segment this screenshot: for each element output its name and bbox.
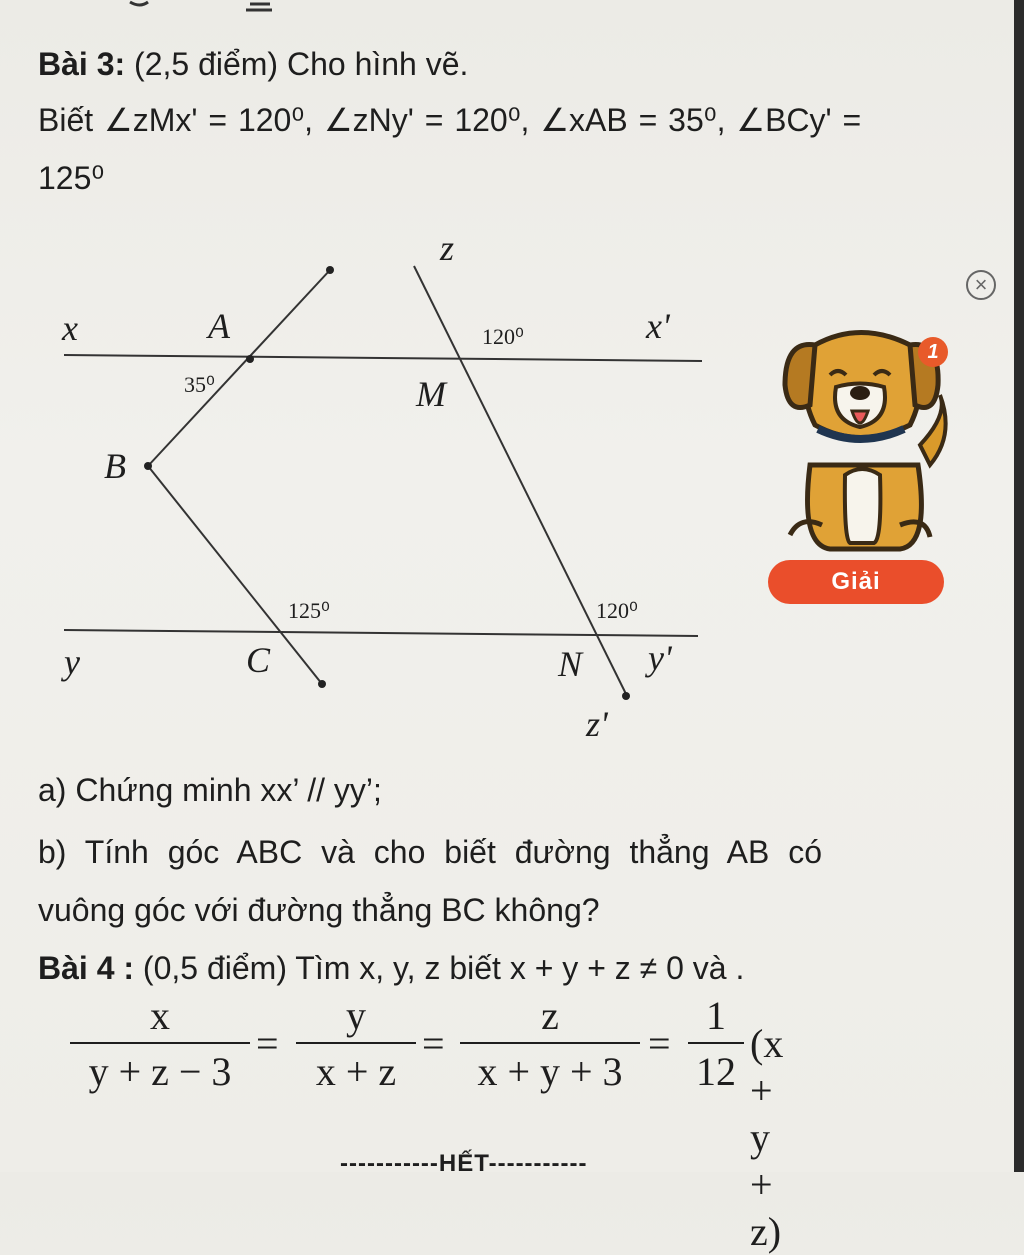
problem3-given-line1: Biết ∠zMx' = 120⁰, ∠zNy' = 120⁰, ∠xAB = 35⁰, ∠BCy' = (38, 102, 862, 138)
fraction-2-denominator: x + z (315, 1049, 397, 1094)
equals-sign-1: = (256, 1021, 279, 1066)
angle-label-xAB: 35⁰ (184, 372, 215, 397)
segment-A-B (148, 270, 330, 466)
close-icon[interactable]: × (966, 270, 996, 300)
problem3-title (38, 44, 468, 84)
equals-sign-3: = (648, 1021, 671, 1066)
end-marker: -----------HẾT----------- (340, 1150, 588, 1177)
label-C: C (246, 640, 271, 680)
label-y-prime: y' (648, 638, 672, 678)
problem3-label: Bài 3: (38, 46, 126, 82)
cropped-text-fragment (120, 0, 290, 12)
problem3-given-line2: 125⁰ (38, 160, 105, 196)
problem4-title (38, 948, 744, 988)
angle-label-zMx: 120⁰ (482, 324, 524, 349)
fraction-4 (688, 990, 744, 1096)
segment-B-C (148, 466, 322, 684)
problem3-title-text: (2,5 điểm) Cho hình vẽ. (125, 46, 469, 82)
problem4-title-text: (0,5 điểm) Tìm x, y, z biết x + y + z ≠ 0 và . (134, 950, 745, 986)
label-x: x (62, 308, 78, 348)
line-xx (64, 355, 702, 361)
equals-sign-2: = (422, 1021, 445, 1066)
fraction-3 (460, 990, 640, 1096)
label-A: A (208, 306, 230, 346)
label-N: N (558, 644, 583, 684)
screen-edge (1014, 0, 1024, 1172)
label-z: z (440, 228, 455, 268)
point-B (144, 462, 152, 470)
problem4-label: Bài 4 : (38, 950, 135, 986)
line-yy (64, 630, 698, 636)
angle-label-zNy: 120⁰ (596, 598, 638, 623)
label-M: M (416, 374, 446, 414)
label-y: y (64, 642, 80, 682)
fraction-2 (296, 990, 416, 1096)
solve-button[interactable]: Giải (768, 560, 944, 604)
question-b-line2: vuông góc với đường thẳng BC không? (38, 892, 600, 928)
fraction-1-denominator: y + z − 3 (88, 1049, 232, 1094)
question-a: a) Chứng minh xx’ // yy’; (38, 772, 382, 808)
fraction-4-denominator: 12 (696, 1049, 736, 1094)
fraction-3-numerator: z (541, 993, 559, 1038)
angle-label-BCy: 125⁰ (288, 598, 330, 623)
point-c-end (318, 680, 326, 688)
point-A (246, 355, 254, 363)
label-B: B (104, 446, 126, 486)
geometry-figure (0, 220, 740, 740)
point-a-end (326, 266, 334, 274)
fraction-3-denominator: x + y + 3 (477, 1049, 623, 1094)
notification-badge: 1 (918, 337, 948, 367)
question-b-line1: b) Tính góc ABC và cho biết đường thẳng AB có (38, 834, 823, 870)
fraction-1-numerator: x (150, 993, 170, 1038)
label-z-prime: z' (586, 704, 608, 740)
fraction-2-numerator: y (346, 993, 366, 1038)
fraction-4-numerator: 1 (706, 993, 726, 1038)
point-z-prime (622, 692, 630, 700)
fraction-1 (70, 990, 250, 1096)
label-x-prime: x' (646, 306, 670, 346)
equation-tail: (x + y + z) (750, 1021, 784, 1254)
